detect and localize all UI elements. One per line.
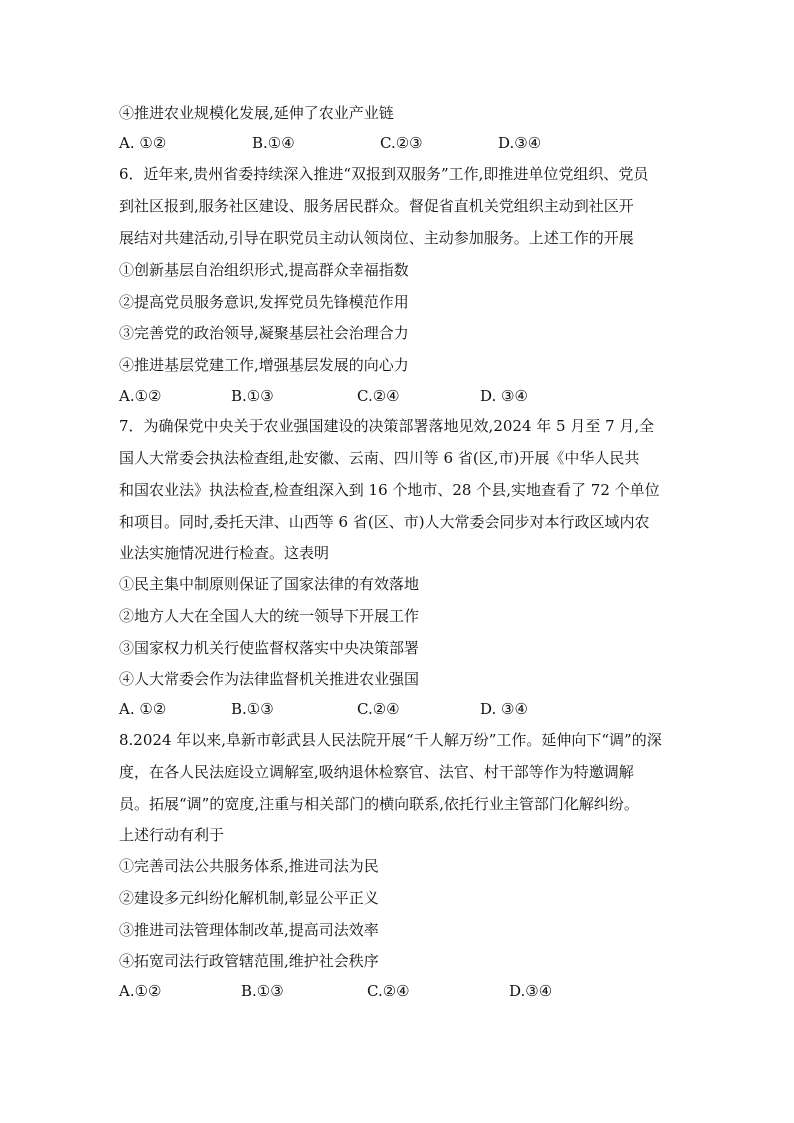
q5-answer-b: B.①④ xyxy=(252,134,295,152)
q8-answer-b: B.①③ xyxy=(241,982,284,1000)
q8-stem-line-1: 8.2024 年以来,阜新市彰武县人民法院开展“千人解万纷”工作。延伸向下“调”的深 xyxy=(119,731,662,749)
q8-answer-a: A.①② xyxy=(119,982,162,1000)
q6-answer-c: C.②④ xyxy=(357,387,400,405)
q7-stem-line-1: 7．为确保党中央关于农业强国建设的决策部署落地见效,2024 年 5 月至 7 月,全 xyxy=(119,417,655,435)
q6-answer-b: B.①③ xyxy=(231,387,274,405)
q7-answer-row xyxy=(119,699,699,719)
q6-stem-line-3: 展结对共建活动,引导在职党员主动认领岗位、主动参加服务。上述工作的开展 xyxy=(119,229,634,247)
q7-answer-a: A. ①② xyxy=(119,700,167,718)
q8-option-3: ③推进司法管理体制改革,提高司法效率 xyxy=(119,921,379,939)
q8-answer-d: D.③④ xyxy=(509,982,553,1000)
q6-option-4: ④推进基层党建工作,增强基层发展的向心力 xyxy=(119,356,409,374)
q5-answer-d: D.③④ xyxy=(498,134,542,152)
q6-stem-line-2: 到社区报到,服务社区建设、服务居民群众。督促省直机关党组织主动到社区开 xyxy=(119,197,634,215)
q7-stem-line-3: 和国农业法》执法检查,检查组深入到 16 个地市、28 个县,实地查看了 72 个单位 xyxy=(119,481,660,499)
q7-option-2: ②地方人大在全国人大的统一领导下开展工作 xyxy=(119,607,420,625)
q5-option-4: ④推进农业规模化发展,延伸了农业产业链 xyxy=(119,104,394,122)
q7-answer-b: B.①③ xyxy=(231,700,274,718)
q6-answer-row xyxy=(119,386,699,406)
q6-option-1: ①创新基层自治组织形式,提高群众幸福指数 xyxy=(119,261,409,279)
q8-stem-line-3: 员。拓展“调”的宽度,注重与相关部门的横向联系,依托行业主管部门化解纠纷。 xyxy=(119,795,639,813)
q8-stem-line-2: 度，在各人民法庭设立调解室,吸纳退休检察官、法官、村干部等作为特邀调解 xyxy=(119,763,634,781)
q5-answer-a: A. ①② xyxy=(119,134,167,152)
q5-answer-c: C.②③ xyxy=(380,134,423,152)
q5-answer-row xyxy=(119,133,699,153)
q8-option-1: ①完善司法公共服务体系,推进司法为民 xyxy=(119,857,379,875)
q8-stem-line-4: 上述行动有利于 xyxy=(119,826,225,844)
q6-answer-d: D. ③④ xyxy=(480,387,528,405)
q8-option-4: ④拓宽司法行政管辖范围,维护社会秩序 xyxy=(119,952,379,970)
q7-stem-line-5: 业法实施情况进行检查。这表明 xyxy=(119,544,330,562)
q7-stem-line-4: 和项目。同时,委托天津、山西等 6 省(区、市)人大常委会同步对本行政区域内农 xyxy=(119,513,650,531)
q7-option-4: ④人大常委会作为法律监督机关推进农业强国 xyxy=(119,670,420,688)
q6-stem-line-1: 6．近年来,贵州省委持续深入推进“双报到双服务”工作,即推进单位党组织、党员 xyxy=(119,165,649,183)
q8-answer-row xyxy=(119,981,699,1001)
q8-option-2: ②建设多元纠纷化解机制,彰显公平正义 xyxy=(119,889,379,907)
q7-option-3: ③国家权力机关行使监督权落实中央决策部署 xyxy=(119,639,420,657)
q6-answer-a: A.①② xyxy=(119,387,162,405)
q7-answer-d: D. ③④ xyxy=(480,700,528,718)
q7-answer-c: C.②④ xyxy=(357,700,400,718)
q6-option-2: ②提高党员服务意识,发挥党员先锋模范作用 xyxy=(119,293,409,311)
q8-answer-c: C.②④ xyxy=(367,982,410,1000)
q7-stem-line-2: 国人大常委会执法检查组,赴安徽、云南、四川等 6 省(区,市)开展《中华人民共 xyxy=(119,449,640,467)
q7-option-1: ①民主集中制原则保证了国家法律的有效落地 xyxy=(119,575,420,593)
q6-option-3: ③完善党的政治领导,凝聚基层社会治理合力 xyxy=(119,324,409,342)
